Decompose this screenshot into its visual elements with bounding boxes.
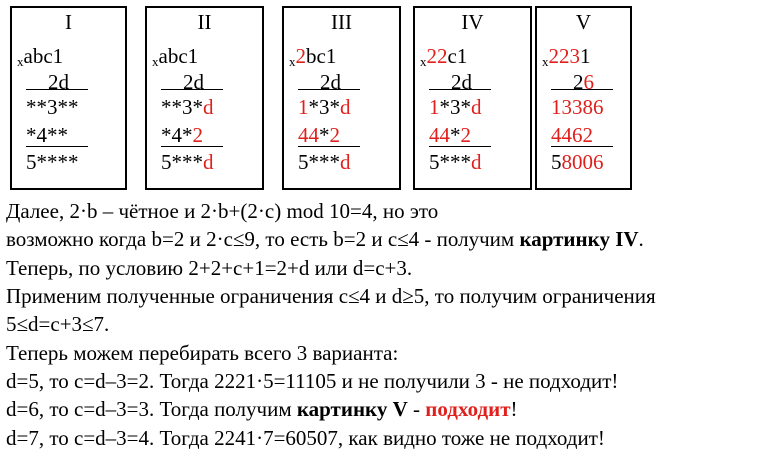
sum-rule xyxy=(161,146,223,147)
result-row xyxy=(26,150,79,174)
multiplier-row xyxy=(183,70,204,94)
digit-red: d xyxy=(471,95,482,119)
digit: bc1 xyxy=(306,44,337,68)
digit-red: 2 xyxy=(192,123,203,147)
digit-red: 6 xyxy=(583,70,594,94)
digit: abc1 xyxy=(158,44,199,68)
partial2-row xyxy=(26,123,68,147)
text-line-8-start: d=6, то c=d–3=3. Тогда получим xyxy=(6,397,297,421)
digit-red: d xyxy=(340,150,351,174)
digit-red: d xyxy=(203,95,214,119)
text-line-8-end: ! xyxy=(510,397,518,421)
multiplier-row xyxy=(573,70,594,94)
panel-i xyxy=(10,6,127,190)
figure-iv-reference: картинку IV xyxy=(519,227,639,251)
partial2-row xyxy=(551,123,593,147)
digit: 2 xyxy=(573,70,584,94)
times-sign: x xyxy=(542,54,549,69)
digit: * xyxy=(319,123,330,147)
panel-title: III xyxy=(331,10,352,34)
text-line-9: d=7, то c=d–3=4. Тогда 2241·7=60507, как видно тоже не подходит! xyxy=(6,426,605,450)
result-row xyxy=(429,150,482,174)
multiplier-row xyxy=(320,70,341,94)
digit-red: 223 xyxy=(548,44,580,68)
digit-red: d xyxy=(471,150,482,174)
digit: *4* xyxy=(161,123,193,147)
digit-red: 44 xyxy=(429,123,450,147)
panel-iii xyxy=(282,6,401,190)
result-row xyxy=(298,150,351,174)
times-sign: x xyxy=(17,54,24,69)
fits-label: подходит xyxy=(425,397,511,421)
digit-red: 44 xyxy=(298,123,319,147)
digit-red: 2 xyxy=(329,123,340,147)
digit-red: 1 xyxy=(298,95,309,119)
digit-red: 2 xyxy=(295,44,306,68)
sum-rule xyxy=(429,146,491,147)
panel-title: I xyxy=(65,10,72,34)
panel-title: IV xyxy=(461,10,484,34)
digit-red: d xyxy=(203,150,214,174)
digit-red: 4462 xyxy=(551,123,593,147)
digit: c1 xyxy=(447,44,468,68)
digit: 1 xyxy=(580,44,591,68)
text-line-1: Далее, 2·b – чётное и 2·b+(2·c) mod 10=4, но это xyxy=(6,199,439,223)
digit: *3* xyxy=(308,95,340,119)
digit-red: 2 xyxy=(460,123,471,147)
partial1-row xyxy=(298,95,351,119)
partial2-row xyxy=(161,123,203,147)
text-line-3: Теперь, по условию 2+2+c+1=2+d или d=c+3. xyxy=(6,256,413,280)
product-rule xyxy=(429,89,491,90)
partial1-row xyxy=(429,95,482,119)
text-line-5: 5≤d=c+3≤7. xyxy=(6,312,110,336)
digit: **3** xyxy=(26,95,79,119)
sum-rule xyxy=(298,146,360,147)
digit: 5**** xyxy=(26,150,79,174)
result-row xyxy=(551,150,604,174)
partial1-row xyxy=(26,95,79,119)
figure-v-reference: картинку V xyxy=(296,397,408,421)
digit: * xyxy=(450,123,461,147)
digit: 5*** xyxy=(161,150,203,174)
digit-red: 1 xyxy=(429,95,440,119)
sum-rule xyxy=(551,146,613,147)
times-sign: x xyxy=(152,54,159,69)
times-sign: x xyxy=(289,54,296,69)
times-sign: x xyxy=(420,54,427,69)
text-line-4: Применим полученные ограничения c≤4 и d≥5, то получим ограничения xyxy=(6,284,656,308)
text-line-8 xyxy=(6,397,518,421)
product-rule xyxy=(298,89,360,90)
partial2-row xyxy=(298,123,340,147)
text-line-6: Теперь можем перебирать всего 3 варианта: xyxy=(6,341,399,365)
partial1-row xyxy=(551,95,604,119)
digit: *4** xyxy=(26,123,68,147)
digit-red: 8006 xyxy=(561,150,604,174)
digit-red: 22 xyxy=(426,44,448,68)
partial2-row xyxy=(429,123,471,147)
text-line-2-start: возможно когда b=2 и 2·c≤9, то есть b=2 и c≤4 - получим xyxy=(6,227,520,251)
multiplier-row xyxy=(451,70,472,94)
sum-rule xyxy=(26,146,88,147)
text-line-2 xyxy=(6,227,644,251)
digit: 2d xyxy=(183,70,204,94)
text-line-2-end: . xyxy=(638,227,644,251)
digit: 5*** xyxy=(429,150,471,174)
panel-iv xyxy=(413,6,532,190)
digit: 2d xyxy=(451,70,472,94)
panel-ii xyxy=(145,6,264,190)
panel-title: II xyxy=(197,10,212,34)
panel-title: V xyxy=(575,10,592,34)
result-row xyxy=(161,150,214,174)
digit: 5*** xyxy=(298,150,340,174)
product-rule xyxy=(551,89,613,90)
digit-red: d xyxy=(340,95,351,119)
digit: **3* xyxy=(161,95,203,119)
digit-red: 13386 xyxy=(551,95,604,119)
digit: 5 xyxy=(551,150,562,174)
partial1-row xyxy=(161,95,214,119)
digit: 2d xyxy=(320,70,341,94)
text-line-7: d=5, то c=d–3=2. Тогда 2221·5=11105 и не получили 3 - не подходит! xyxy=(6,369,619,393)
multiplier-row xyxy=(48,70,69,94)
digit: abc1 xyxy=(23,44,64,68)
panel-v xyxy=(535,6,632,190)
product-rule xyxy=(26,89,88,90)
product-rule xyxy=(161,89,223,90)
digit: *3* xyxy=(439,95,471,119)
digit: 2d xyxy=(48,70,69,94)
text-line-8-dash: - xyxy=(407,397,426,421)
